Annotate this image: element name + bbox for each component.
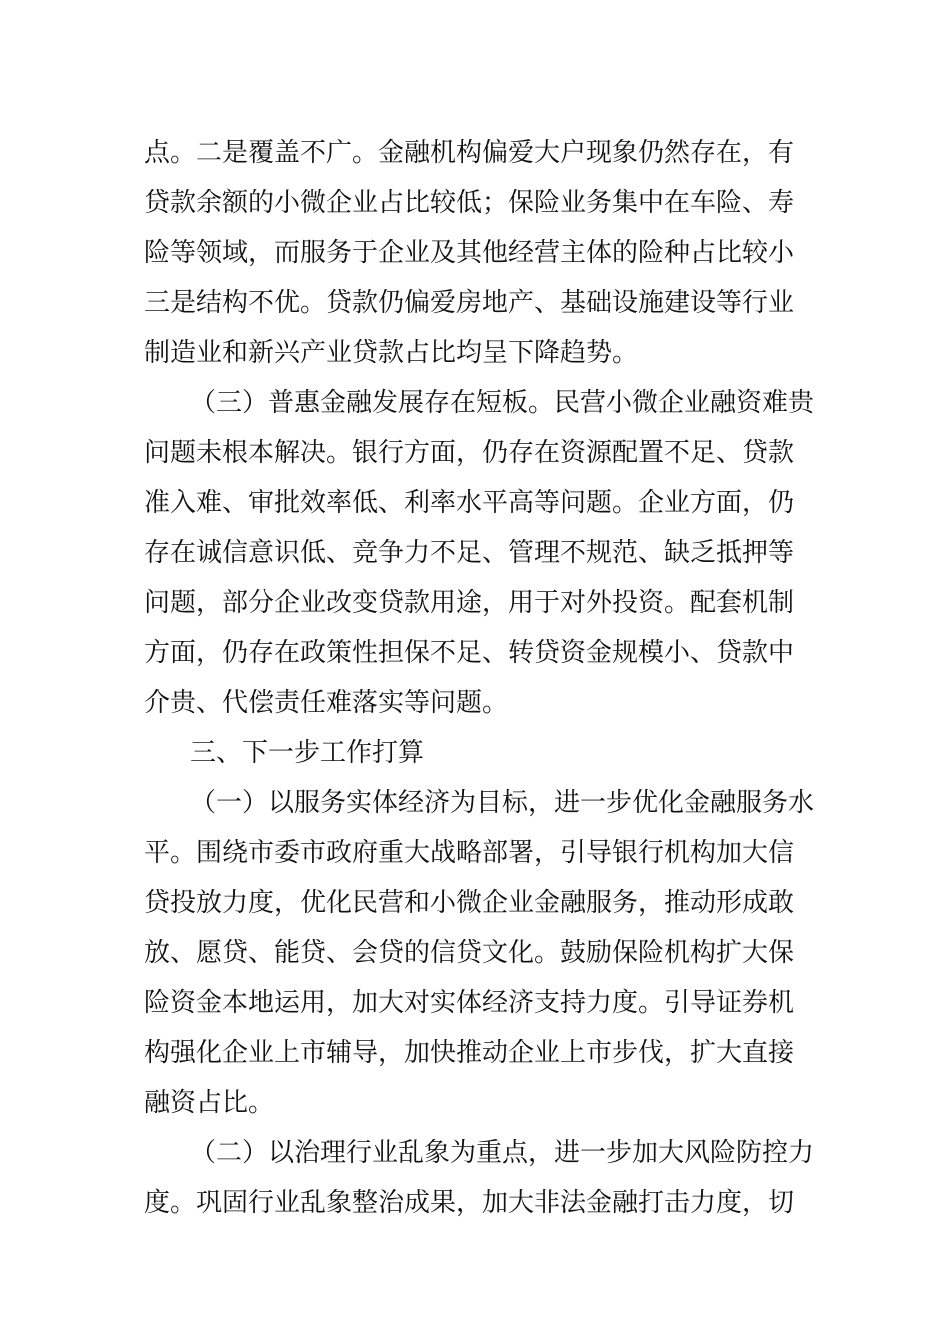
text-line: 贷投放力度，优化民营和小微企业金融服务，推动形成敢	[144, 888, 795, 918]
text-line: 点。二是覆盖不广。金融机构偏爱大户现象仍然存在，有	[144, 138, 795, 168]
text-line: 险等领域，而服务于企业及其他经营主体的险种占比较小	[144, 238, 795, 268]
text-line: 问题未根本解决。银行方面，仍存在资源配置不足、贷款	[144, 438, 795, 468]
text-line: 险资金本地运用，加大对实体经济支持力度。引导证券机	[144, 988, 795, 1018]
text-line: 三是结构不优。贷款仍偏爱房地产、基础设施建设等行业	[144, 288, 795, 318]
text-line: 制造业和新兴产业贷款占比均呈下降趋势。	[144, 338, 639, 368]
text-line: 方面，仍存在政策性担保不足、转贷资金规模小、贷款中	[144, 638, 795, 668]
text-line: 放、愿贷、能贷、会贷的信贷文化。鼓励保险机构扩大保	[144, 938, 795, 968]
text-line: 问题，部分企业改变贷款用途，用于对外投资。配套机制	[144, 588, 795, 618]
section-heading: 三、下一步工作打算	[190, 738, 425, 768]
text-line: 融资占比。	[144, 1088, 275, 1118]
text-line: 平。围绕市委市政府重大战略部署，引导银行机构加大信	[144, 838, 795, 868]
paragraph-heading-1: （一）以服务实体经济为目标，进一步优化金融服务水	[190, 788, 815, 818]
text-line: 介贵、代偿责任难落实等问题。	[144, 688, 509, 718]
paragraph-heading-2: （二）以治理行业乱象为重点，进一步加大风险防控力	[190, 1138, 815, 1168]
text-line: 构强化企业上市辅导，加快推动企业上市步伐，扩大直接	[144, 1038, 795, 1068]
paragraph-heading-3: （三）普惠金融发展存在短板。民营小微企业融资难贵	[190, 388, 815, 418]
text-line: 贷款余额的小微企业占比较低；保险业务集中在车险、寿	[144, 188, 795, 218]
text-line: 准入难、审批效率低、利率水平高等问题。企业方面，仍	[144, 488, 795, 518]
text-line: 度。巩固行业乱象整治成果，加大非法金融打击力度，切	[144, 1188, 795, 1218]
text-line: 存在诚信意识低、竞争力不足、管理不规范、缺乏抵押等	[144, 538, 795, 568]
